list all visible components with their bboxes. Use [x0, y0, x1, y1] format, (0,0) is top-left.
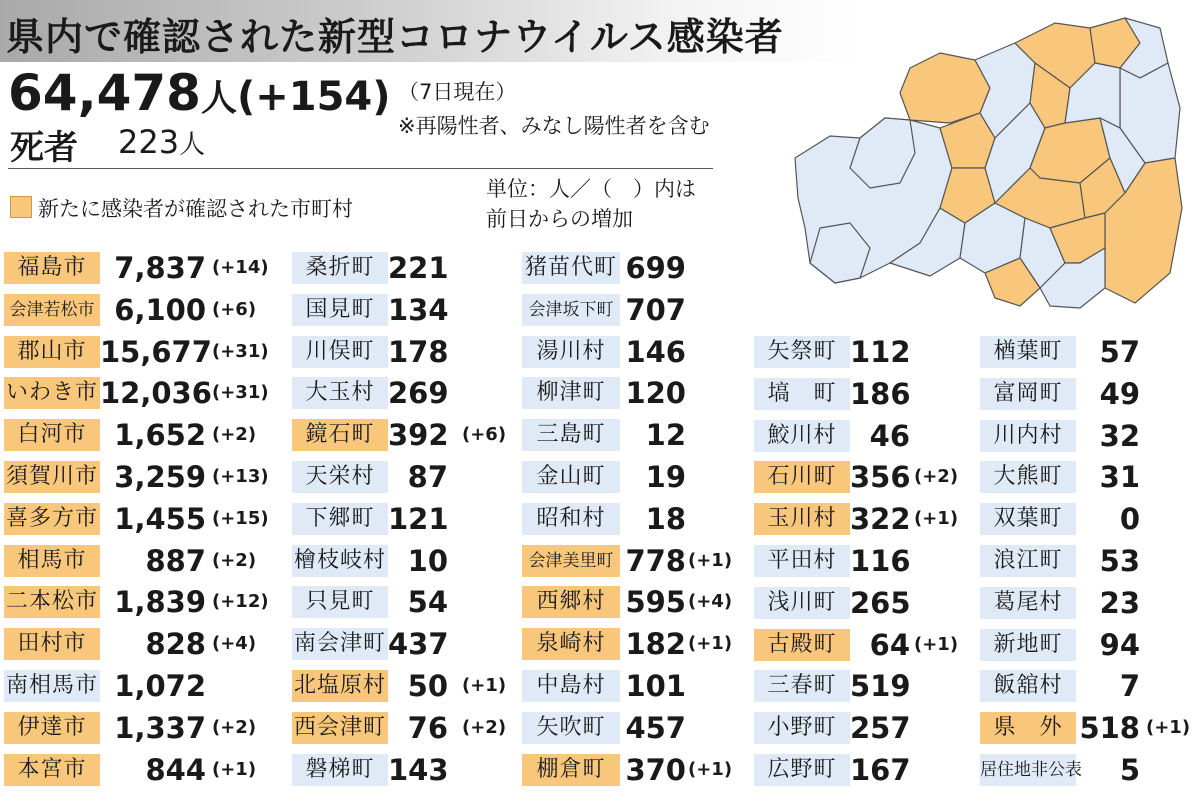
municipality-name: 下郷町	[292, 503, 388, 535]
case-count: 49	[1099, 376, 1140, 411]
municipality-name: 喜多方市	[4, 503, 100, 535]
municipality-row	[0, 543, 1200, 579]
case-count: 7	[1119, 669, 1140, 704]
case-count: 182	[625, 627, 686, 662]
municipality-row	[0, 668, 1200, 704]
case-increase: (+1)	[688, 633, 733, 655]
deaths-value: 223	[118, 123, 180, 161]
municipality-name: 広野町	[754, 754, 850, 786]
municipality-name: 三春町	[754, 670, 850, 702]
municipality-row	[0, 627, 1200, 663]
case-count: 94	[1099, 627, 1140, 662]
total-unit: 人	[200, 78, 237, 119]
municipality-name: 双葉町	[980, 503, 1076, 535]
case-count: 6,100	[114, 292, 206, 327]
as-of-date: （7日現在）	[398, 80, 517, 104]
case-increase: (+31)	[212, 382, 269, 404]
case-count: 3,259	[114, 460, 206, 494]
case-count: 143	[388, 752, 449, 787]
case-count: 10	[407, 543, 448, 578]
municipality-name: 田村市	[4, 628, 100, 660]
case-count: 356	[850, 460, 911, 495]
municipality-name: 浅川町	[754, 587, 850, 619]
case-increase: (+6)	[462, 424, 507, 446]
municipality-name: 磐梯町	[292, 754, 388, 786]
municipality-row	[0, 501, 1200, 537]
case-count: 519	[850, 669, 911, 704]
divider	[8, 168, 713, 169]
municipality-name: 只見町	[292, 586, 388, 618]
case-count: 76	[407, 710, 448, 745]
municipality-name: 白河市	[4, 419, 100, 451]
case-count: 87	[407, 460, 448, 494]
case-increase: (+1)	[914, 633, 959, 655]
case-count: 1,839	[114, 585, 206, 620]
case-count: 5	[1119, 753, 1140, 787]
case-count: 457	[625, 710, 686, 745]
municipality-name: 大玉村	[292, 377, 388, 409]
case-count: 392	[388, 418, 449, 453]
case-count: 23	[1099, 585, 1140, 620]
case-count: 178	[388, 334, 449, 369]
case-increase: (+2)	[212, 424, 257, 446]
municipality-name: 古殿町	[754, 629, 850, 661]
municipality-name: 棚倉町	[522, 754, 620, 786]
case-count: 778	[625, 543, 686, 578]
municipality-name: 天栄村	[292, 461, 388, 493]
municipality-name: 猪苗代町	[522, 252, 620, 284]
municipality-name: 浪江町	[980, 545, 1076, 577]
municipality-name: 矢吹町	[522, 712, 620, 744]
case-count: 31	[1099, 460, 1140, 495]
unit-note-line1: 単位：人／（ ）内は	[486, 177, 696, 201]
case-count: 116	[850, 544, 911, 578]
case-count: 120	[625, 376, 686, 411]
municipality-name: 楢葉町	[980, 336, 1076, 368]
municipality-row	[0, 752, 1200, 788]
case-count: 221	[388, 251, 449, 285]
municipality-name: 鮫川村	[754, 420, 850, 452]
page-title: 県内で確認された新型コロナウイルス感染者	[6, 15, 784, 59]
case-count: 370	[625, 752, 686, 787]
municipality-row	[0, 250, 1200, 286]
legend-swatch	[10, 196, 32, 218]
municipality-name: 郡山市	[4, 336, 100, 368]
case-increase: (+1)	[1146, 717, 1191, 739]
municipality-name: 鏡石町	[292, 419, 388, 451]
case-count: 595	[625, 585, 686, 620]
case-increase: (+2)	[462, 716, 507, 738]
municipality-row	[0, 418, 1200, 454]
unit-note-line2: 前日からの増加	[486, 207, 633, 231]
case-increase: (+1)	[688, 549, 733, 571]
case-count: 0	[1119, 502, 1140, 537]
case-count: 64	[869, 627, 910, 662]
case-count: 19	[645, 460, 686, 494]
municipality-name: 川内村	[980, 420, 1076, 452]
municipality-row	[0, 376, 1200, 412]
municipality-name: 居住地非公表	[980, 754, 1076, 786]
case-count: 121	[388, 501, 449, 536]
total-diff: (+154)	[236, 74, 391, 120]
deaths-label: 死者	[10, 128, 78, 168]
case-count: 46	[869, 418, 910, 453]
municipality-row	[0, 459, 1200, 495]
municipality-name: 会津美里町	[522, 545, 620, 577]
deaths-count	[118, 123, 205, 161]
municipality-row	[0, 585, 1200, 621]
case-count: 32	[1099, 418, 1140, 453]
case-count: 699	[625, 251, 686, 285]
case-count: 18	[645, 501, 686, 536]
municipality-name: 金山町	[522, 461, 620, 493]
municipality-name: 川俣町	[292, 336, 388, 368]
case-count: 1,455	[114, 501, 206, 536]
case-count: 518	[1079, 711, 1140, 746]
municipality-name: 伊達市	[4, 712, 100, 744]
municipality-name: 小野町	[754, 712, 850, 744]
legend-label: 新たに感染者が確認された市町村	[38, 197, 353, 221]
municipality-name: 南会津町	[292, 628, 388, 660]
municipality-name: 柳津町	[522, 377, 620, 409]
total-value: 64,478	[8, 64, 201, 122]
case-count: 50	[407, 669, 448, 703]
municipality-name: 福島市	[4, 252, 100, 284]
case-count: 887	[145, 543, 206, 578]
municipality-name: 県 外	[980, 712, 1076, 744]
unit-note	[486, 174, 696, 234]
municipality-name: 北塩原村	[292, 670, 388, 702]
case-count: 12,036	[100, 376, 212, 411]
case-increase: (+6)	[212, 298, 257, 320]
case-count: 167	[850, 753, 911, 787]
case-count: 57	[1099, 335, 1140, 369]
municipality-name: 平田村	[754, 545, 850, 577]
case-increase: (+4)	[212, 633, 257, 655]
total-cases	[8, 64, 391, 122]
case-increase: (+1)	[212, 758, 257, 780]
case-count: 828	[145, 627, 206, 662]
case-increase: (+12)	[212, 591, 269, 613]
municipality-name: 南相馬市	[4, 670, 100, 702]
case-count: 12	[645, 418, 686, 453]
case-count: 1,337	[114, 710, 206, 745]
municipality-name: 会津若松市	[4, 294, 100, 326]
case-count: 112	[850, 335, 911, 369]
case-increase: (+2)	[212, 549, 257, 571]
municipality-name: 檜枝岐村	[292, 545, 388, 577]
case-count: 15,677	[100, 334, 212, 369]
case-increase: (+4)	[688, 591, 733, 613]
case-increase: (+31)	[212, 340, 269, 362]
deaths-unit: 人	[179, 130, 206, 160]
municipality-name: 塙 町	[754, 378, 850, 410]
case-increase: (+1)	[688, 758, 733, 780]
case-count: 54	[407, 585, 448, 620]
municipality-name: 湯川村	[522, 336, 620, 368]
case-increase: (+13)	[212, 466, 269, 487]
municipality-name: 三島町	[522, 419, 620, 451]
municipality-name: 昭和村	[522, 503, 620, 535]
municipality-name: いわき市	[4, 377, 100, 409]
municipality-name: 飯舘村	[980, 670, 1076, 702]
case-count: 322	[850, 502, 911, 537]
case-count: 186	[850, 376, 911, 411]
municipality-name: 相馬市	[4, 545, 100, 577]
municipality-name: 西郷村	[522, 586, 620, 618]
municipality-name: 二本松市	[4, 586, 100, 618]
case-increase: (+1)	[914, 508, 959, 530]
case-count: 146	[625, 334, 686, 369]
municipality-row	[0, 334, 1200, 370]
case-count: 7,837	[114, 251, 206, 285]
municipality-name: 大熊町	[980, 461, 1076, 493]
municipality-name: 西会津町	[292, 712, 388, 744]
case-count: 1,072	[114, 669, 206, 703]
municipality-name: 中島村	[522, 670, 620, 702]
case-count: 134	[388, 292, 449, 327]
case-increase: (+15)	[212, 507, 269, 529]
municipality-name: 会津坂下町	[522, 294, 620, 326]
municipality-name: 泉崎村	[522, 628, 620, 660]
case-count: 257	[850, 711, 911, 746]
case-increase: (+2)	[914, 466, 959, 488]
case-count: 1,652	[114, 418, 206, 453]
municipality-name: 石川町	[754, 461, 850, 493]
case-increase: (+14)	[212, 257, 269, 278]
case-count: 265	[850, 585, 911, 620]
municipality-name: 矢祭町	[754, 336, 850, 368]
municipality-name: 玉川村	[754, 503, 850, 535]
municipality-row	[0, 292, 1200, 328]
case-count: 53	[1099, 544, 1140, 578]
municipality-name: 新地町	[980, 629, 1076, 661]
case-count: 707	[625, 292, 686, 327]
inclusion-note: ※再陽性者、みなし陽性者を含む	[398, 114, 710, 138]
municipality-row	[0, 710, 1200, 746]
case-count: 844	[145, 752, 206, 787]
municipality-name: 富岡町	[980, 378, 1076, 410]
municipality-name: 須賀川市	[4, 461, 100, 493]
municipality-name: 桑折町	[292, 252, 388, 284]
case-count: 101	[625, 669, 686, 703]
municipality-name: 葛尾村	[980, 587, 1076, 619]
municipality-name: 国見町	[292, 294, 388, 326]
case-increase: (+2)	[212, 716, 257, 738]
municipality-name: 本宮市	[4, 754, 100, 786]
case-increase: (+1)	[462, 675, 507, 696]
case-count: 437	[388, 627, 449, 662]
case-count: 269	[388, 376, 449, 411]
